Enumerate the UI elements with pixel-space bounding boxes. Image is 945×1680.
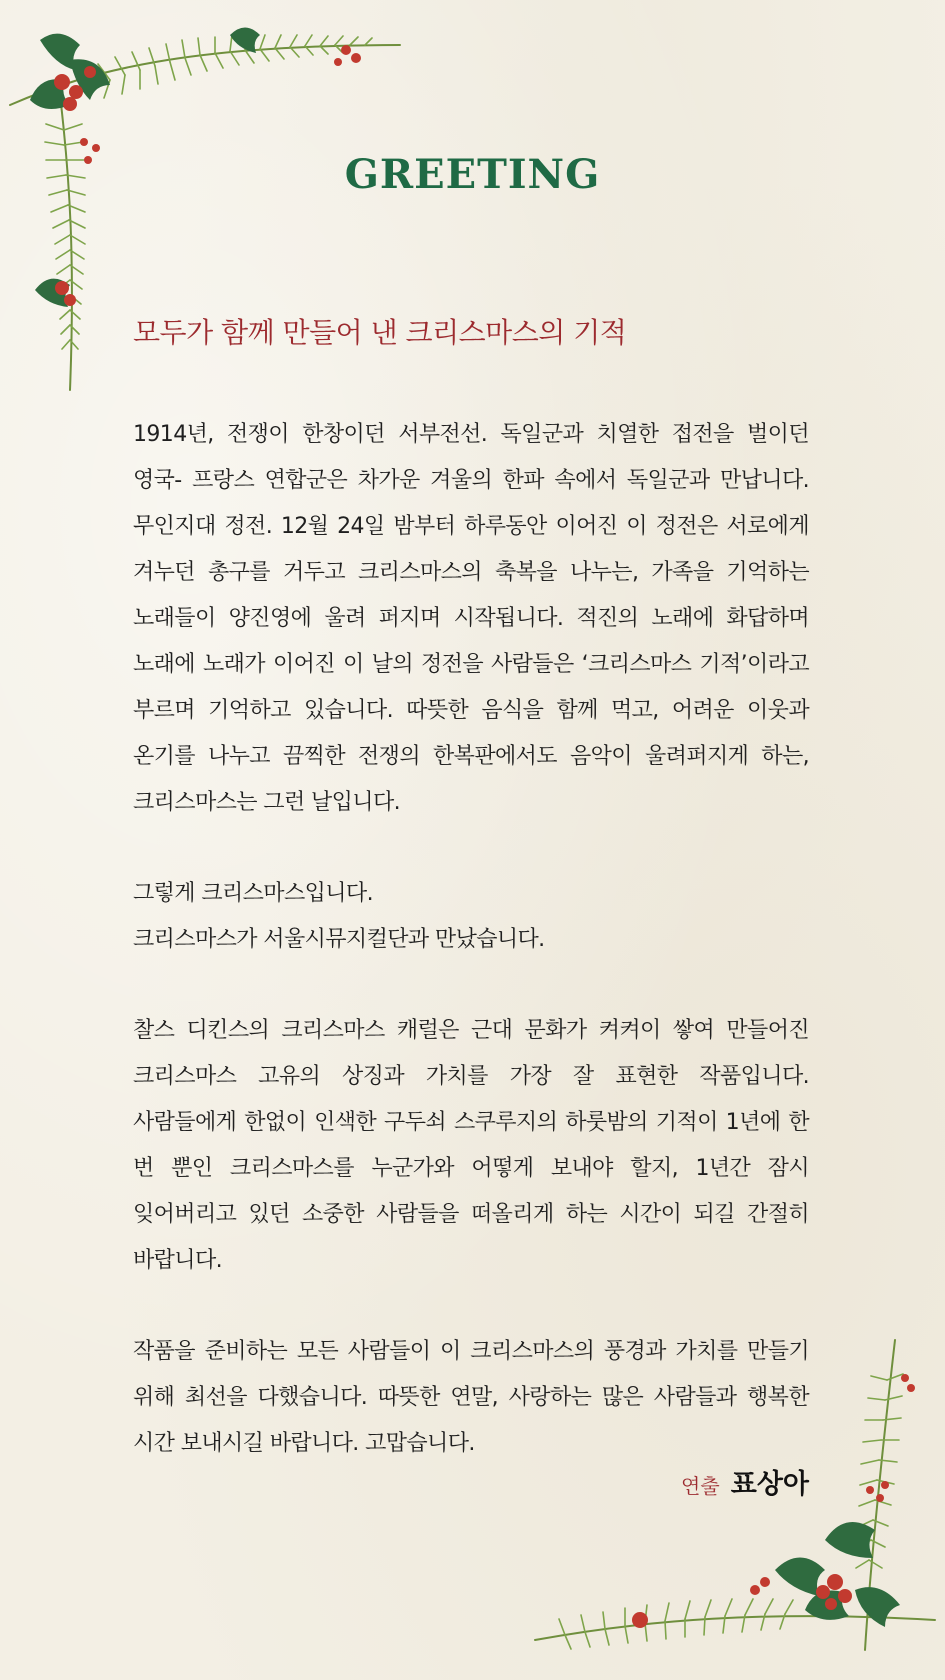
paragraph-line: 그렇게 크리스마스입니다. [133,881,373,906]
paragraph-line: 크리스마스가 서울시뮤지컬단과 만났습니다. [133,927,545,952]
paragraph-intro: 1914년, 전쟁이 한창이던 서부전선. 독일군과 치열한 접전을 벌이던 영국- 프랑스 연합군은 차가운 겨울의 한파 속에서 독일군과 만납니다. 무인지대 정전. 12월 24일 밤부터 하루동안 이어진 이 정전은 서로에게 겨누던 총구를 거두고 크리스마스의 축복을 나누는, 가족을 기억하는 노래들이 양진영에 울려 퍼지며 시작됩니다. 적진의 노래에 화답하며 노래에 노래가 이어진 이 날의 정전을 사람들은 ‘크리스마스 기적’이라고 부르며 기억하고 있습니다. 따뜻한 음식을 함께 먹고, 어려운 이웃과 온기를 나누고 끔찍한 전쟁의 한복판에서도 음악이 울려퍼지게 하는, 크리스마스는 그런 날입니다. [133,422,809,815]
page-title: GREETING [344,151,601,198]
letter-body [133,310,809,1512]
paragraph-carol: 찰스 디킨스의 크리스마스 캐럴은 근대 문화가 켜켜이 쌓여 만들어진 크리스마스 고유의 상징과 가치를 가장 잘 표현한 작품입니다. 사람들에게 한없이 인색한 구두쇠 스쿠루지의 하룻밤의 기적이 1년에 한 번 뿐인 크리스마스를 누군가와 어떻게 보내야 할지, 1년간 잠시 잊어버리고 있던 소중한 사람들을 떠올리게 하는 시간이 되길 간절히 바랍니다. [133,1018,809,1273]
letter-title: 모두가 함께 만들어 낸 크리스마스의 기적 [133,316,627,349]
paragraph-thanks: 작품을 준비하는 모든 사람들이 이 크리스마스의 풍경과 가치를 만들기 위해 최선을 다했습니다. 따뜻한 연말, 사랑하는 많은 사람들과 행복한 시간 보내시길 바랍니다. 고맙습니다. [133,1339,809,1456]
signature [681,1463,809,1510]
paragraph-christmas [133,871,809,963]
signature-name: 표상아 [730,1469,809,1500]
signature-role: 연출 [681,1474,720,1498]
